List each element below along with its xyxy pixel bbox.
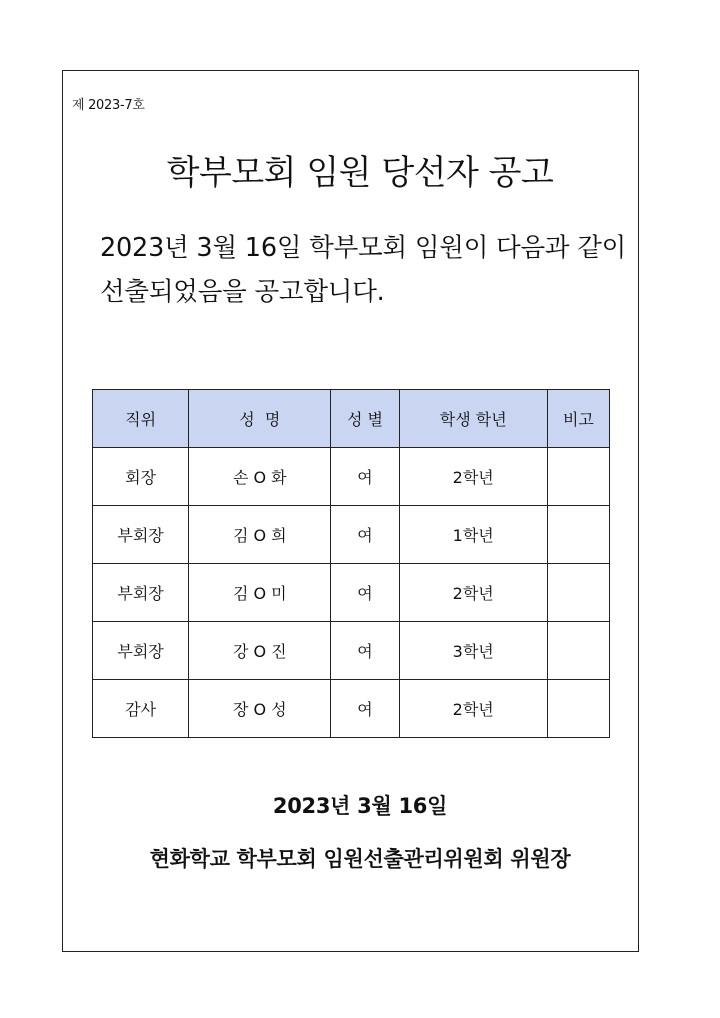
header-name: 성 명 bbox=[189, 390, 331, 448]
cell-name: 강 O 진 bbox=[189, 622, 331, 680]
header-gender: 성 별 bbox=[331, 390, 399, 448]
cell-note bbox=[547, 506, 609, 564]
table-row bbox=[93, 622, 610, 680]
announcement-text bbox=[100, 226, 630, 314]
document-number: 제 2023-7호 bbox=[72, 98, 145, 113]
cell-gender: 여 bbox=[331, 448, 399, 506]
cell-position: 부회장 bbox=[93, 564, 189, 622]
cell-name: 장 O 성 bbox=[189, 680, 331, 738]
cell-grade: 1학년 bbox=[399, 506, 547, 564]
cell-note bbox=[547, 680, 609, 738]
announcement-date: 2023년 3월 16일 bbox=[272, 794, 448, 818]
cell-name: 손 O 화 bbox=[189, 448, 331, 506]
table-row bbox=[93, 564, 610, 622]
cell-position: 회장 bbox=[93, 448, 189, 506]
page-title: 학부모회 임원 당선자 공고 bbox=[166, 153, 554, 193]
announcement-line-1: 2023년 3월 16일 학부모회 임원이 다음과 같이 bbox=[100, 233, 627, 263]
cell-position: 부회장 bbox=[93, 622, 189, 680]
cell-grade: 2학년 bbox=[399, 680, 547, 738]
header-position: 직위 bbox=[93, 390, 189, 448]
cell-gender: 여 bbox=[331, 622, 399, 680]
table-row bbox=[93, 506, 610, 564]
cell-position: 감사 bbox=[93, 680, 189, 738]
cell-note bbox=[547, 622, 609, 680]
cell-note bbox=[547, 564, 609, 622]
cell-name: 김 O 미 bbox=[189, 564, 331, 622]
officers-table bbox=[92, 389, 610, 738]
cell-name: 김 O 희 bbox=[189, 506, 331, 564]
header-grade: 학생 학년 bbox=[399, 390, 547, 448]
cell-grade: 2학년 bbox=[399, 448, 547, 506]
table-row bbox=[93, 448, 610, 506]
cell-gender: 여 bbox=[331, 680, 399, 738]
cell-gender: 여 bbox=[331, 506, 399, 564]
announcement-line-2: 선출되었음을 공고합니다. bbox=[100, 277, 385, 307]
header-note: 비고 bbox=[547, 390, 609, 448]
cell-position: 부회장 bbox=[93, 506, 189, 564]
cell-grade: 3학년 bbox=[399, 622, 547, 680]
table-row bbox=[93, 680, 610, 738]
signatory: 현화학교 학부모회 임원선출관리위원회 위원장 bbox=[149, 847, 571, 871]
cell-grade: 2학년 bbox=[399, 564, 547, 622]
cell-gender: 여 bbox=[331, 564, 399, 622]
table-header-row bbox=[93, 390, 610, 448]
cell-note bbox=[547, 448, 609, 506]
